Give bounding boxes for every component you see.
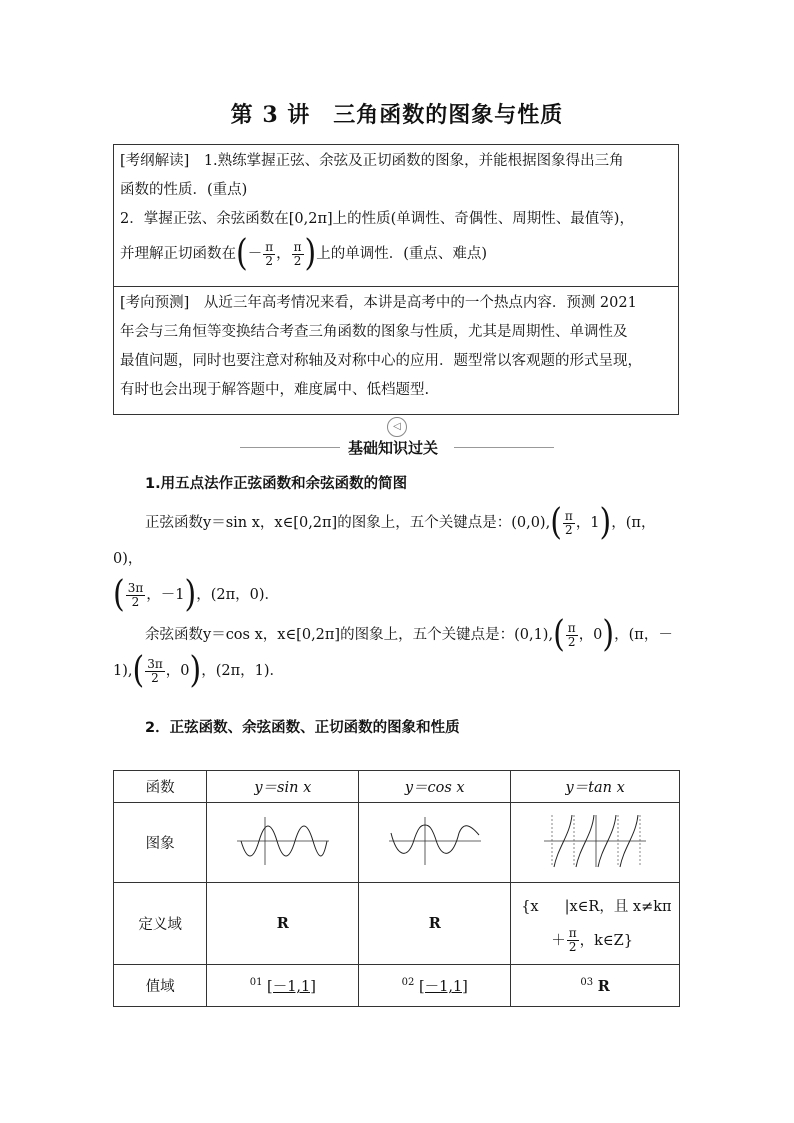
range-sin: $^{01}$ [－1,1] xyxy=(207,965,359,1007)
range-cos: $^{02}$ [－1,1] xyxy=(359,965,511,1007)
forecast-line: 年会与三角恒等变换结合考查三角函数的图象与性质，尤其是周期性、单调性及 xyxy=(120,324,628,340)
forecast-line: 从近三年高考情况来看，本讲是高考中的一个热点内容．预测 2021 xyxy=(203,295,637,311)
cos-graph xyxy=(359,803,511,883)
section-badge-icon: ◁ xyxy=(387,417,407,437)
forecast-label: [考向预测] xyxy=(120,295,190,311)
range-tan: $^{03}$ R xyxy=(511,965,680,1007)
forecast-line: 最值问题，同时也要注意对称轴及对称中心的应用．题型常以客观题的形式呈现， xyxy=(120,353,642,369)
syllabus-line: 函数的性质．(重点) xyxy=(120,182,248,198)
sin-graph xyxy=(207,803,359,883)
section-divider xyxy=(240,437,554,457)
table-row xyxy=(114,771,680,803)
domain-tan: {x |x∈R，且 x≠kπ ＋ $\frac{\pi}{2}$ ，k∈Z} xyxy=(511,883,680,965)
cos-paragraph: 余弦函数y＝cos x，x∈[0,2π]的图象上，五个关键点是：(0,1),( $\frac{\pi}{2}$ ，0)，(π，－ 1),( $\frac{3\pi}{2}$ ，0)，(2π，1)． xyxy=(113,613,673,692)
row-label: 值域 xyxy=(114,965,207,1007)
section-title: 基础知识过关 xyxy=(348,439,439,457)
trig-properties-table xyxy=(113,770,680,1007)
syllabus-line: 2．掌握正弦、余弦函数在[0,2π]上的性质(单调性、奇偶性、周期性、最值等)， xyxy=(120,211,634,227)
table-row xyxy=(114,883,680,965)
table-header: y＝tan x xyxy=(511,771,680,803)
row-label: 图象 xyxy=(114,803,207,883)
tan-graph xyxy=(511,803,680,883)
page-title: 第 3 讲 三角函数的图象与性质 xyxy=(230,102,564,128)
table-header: y＝sin x xyxy=(207,771,359,803)
domain-sin: R xyxy=(207,883,359,965)
syllabus-label: [考纲解读] xyxy=(120,153,190,169)
table-header: y＝cos x xyxy=(359,771,511,803)
heading-five-point: 1.用五点法作正弦函数和余弦函数的简图 xyxy=(145,476,408,492)
heading-trig-properties: 2．正弦函数、余弦函数、正切函数的图象和性质 xyxy=(145,720,460,736)
domain-cos: R xyxy=(359,883,511,965)
forecast-box xyxy=(113,287,679,415)
row-label: 定义域 xyxy=(114,883,207,965)
table-row xyxy=(114,965,680,1007)
table-header: 函数 xyxy=(114,771,207,803)
forecast-line: 有时也会出现于解答题中，难度属中、低档题型. xyxy=(120,382,430,398)
table-row xyxy=(114,803,680,883)
syllabus-line: 并理解正切函数在(－ $\frac{\pi}{2}$ ， $\frac{\pi}{2}$ )上的单调性．(重点、难点) xyxy=(120,232,488,275)
syllabus-line: 1.熟练掌握正弦、余弦及正切函数的图象，并能根据图象得出三角 xyxy=(203,153,624,169)
sin-paragraph: 正弦函数y＝sin x，x∈[0,2π]的图象上，五个关键点是：(0,0),( $\frac{\pi}{2}$ ，1)，(π，0)， ( $\frac{3\pi}{2}$ ，－1)，(2π，0)． xyxy=(113,501,656,616)
syllabus-box xyxy=(113,144,679,287)
